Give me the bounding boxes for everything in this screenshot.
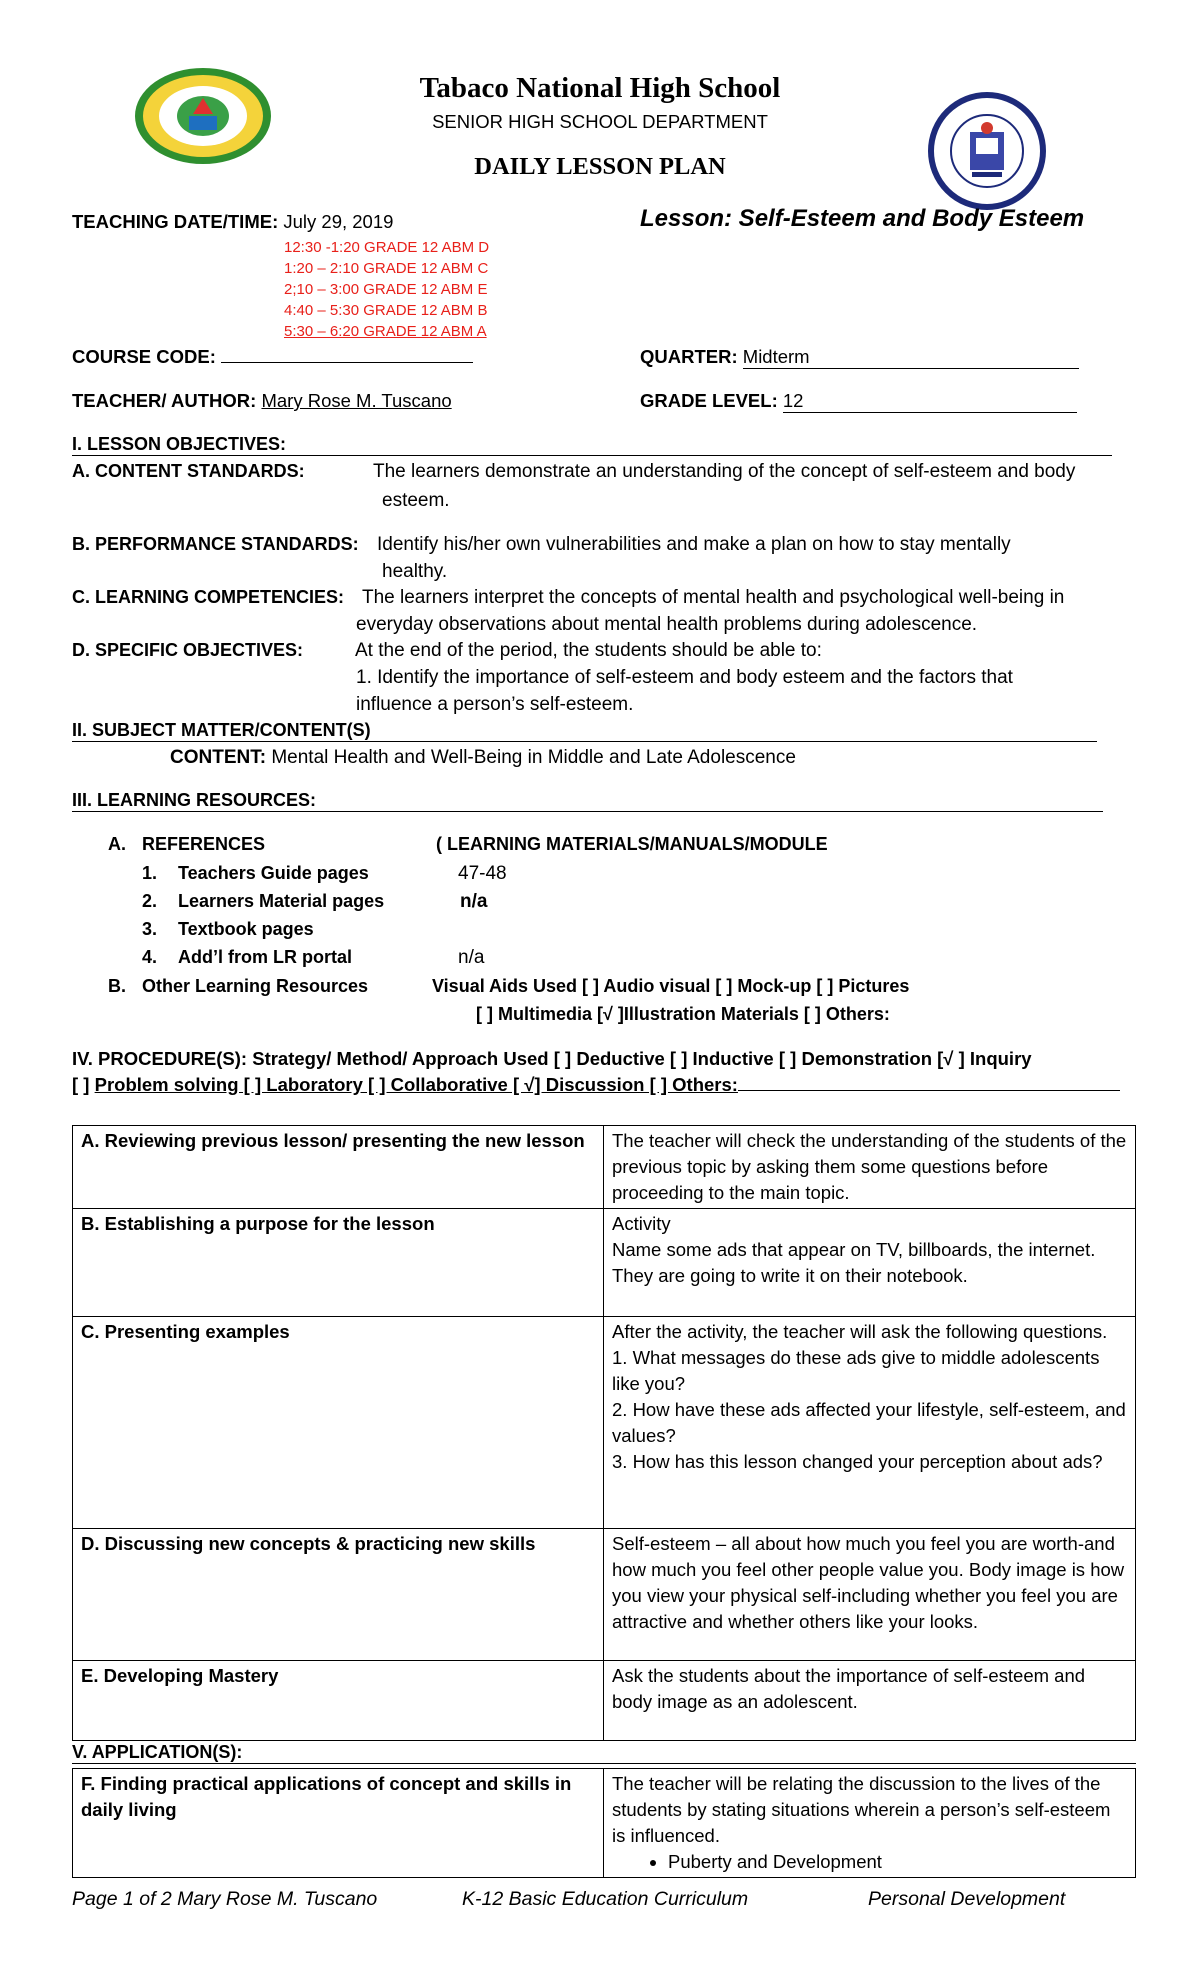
reference-num: 3. (142, 919, 158, 939)
procedure-description (604, 1661, 1136, 1741)
description-line: Name some ads that appear on TV, billboards, the internet. They are going to write it on their notebook. (612, 1239, 1096, 1286)
reference-item (142, 947, 352, 968)
teaching-date-value: July 29, 2019 (283, 211, 394, 232)
schedule-item: 12:30 -1:20 GRADE 12 ABM D (284, 239, 490, 256)
content-standards-label: A. CONTENT STANDARDS: (72, 461, 305, 481)
footer-curriculum: K-12 Basic Education Curriculum (462, 1888, 749, 1910)
schedule-item: 4:40 – 5:30 GRADE 12 ABM B (284, 302, 488, 319)
reference-value: n/a (460, 891, 488, 912)
procedure-description (604, 1209, 1136, 1317)
bullet-item: • Puberty and Development (668, 1849, 1127, 1875)
resources-heading: III. LEARNING RESOURCES: (72, 790, 317, 810)
reference-value: n/a (458, 947, 485, 968)
table-row (73, 1529, 1136, 1661)
quarter (640, 346, 1079, 369)
reference-num: 1. (142, 863, 158, 883)
quarter-label: QUARTER: (640, 346, 738, 367)
reference-label: Learners Material pages (178, 891, 385, 911)
content-standards-line2: esteem. (382, 490, 450, 511)
description-line: 1. What messages do these ads give to middle adolescents like you? (612, 1347, 1100, 1394)
application-step: F. Finding practical applications of concept and skills in daily living (73, 1769, 604, 1878)
deped-seal (928, 92, 1046, 210)
specific-objectives-line1: At the end of the period, the students should be able to: (355, 640, 822, 661)
grade-value: 12 (782, 390, 804, 411)
teaching-date (72, 211, 393, 233)
resources-heading-row (72, 790, 1103, 812)
subject-content-value: Mental Health and Well-Being in Middle and Late Adolescence (271, 747, 796, 768)
reference-item (142, 919, 314, 940)
procedure-step: D. Discussing new concepts & practicing new skills (73, 1529, 604, 1661)
procedure-step: E. Developing Mastery (73, 1661, 604, 1741)
procedure-description (604, 1317, 1136, 1529)
performance-standards-line1: Identify his/her own vulnerabilities and make a plan on how to stay mentally (377, 534, 1011, 555)
application-heading-row (72, 1742, 1136, 1764)
course-code-label: COURSE CODE: (72, 346, 216, 367)
objectives-heading-row (72, 434, 1112, 456)
teacher (72, 390, 452, 412)
subject-content-label: CONTENT: (170, 747, 267, 768)
reference-num: 2. (142, 891, 158, 911)
learning-competencies-label: C. LEARNING COMPETENCIES: (72, 587, 345, 607)
grade-level (640, 390, 1077, 413)
table-row (73, 1769, 1136, 1878)
performance-standards-label: B. PERFORMANCE STANDARDS: (72, 534, 359, 554)
schedule-item: 2;10 – 3:00 GRADE 12 ABM E (284, 281, 488, 298)
procedure-table (72, 1125, 1136, 1741)
application-bullets (612, 1849, 1127, 1875)
quarter-field (743, 346, 1079, 369)
footer-page: Page 1 of 2 Mary Rose M. Tuscano (72, 1888, 378, 1910)
reference-label: Textbook pages (178, 919, 314, 939)
description-line: Self-esteem – all about how much you feel you are worth-and how much you feel other people value you. Body image is how you view your physical self-including whether you feel you are attractive and whether others like your looks. (612, 1533, 1125, 1632)
reference-label: Teachers Guide pages (178, 863, 369, 883)
procedure-description (604, 1126, 1136, 1209)
procedure-line1: IV. PROCEDURE(S): Strategy/ Method/ Approach Used [ ] Deductive [ ] Inductive [ ] Demonstration [√ ] Inquiry (72, 1048, 1032, 1069)
grade-label: GRADE LEVEL: (640, 390, 778, 411)
schedule-item: 5:30 – 6:20 GRADE 12 ABM A (284, 323, 487, 340)
specific-objectives-line2: 1. Identify the importance of self-esteem and body esteem and the factors that (356, 667, 1013, 688)
reference-item (142, 863, 369, 884)
footer-subject: Personal Development (868, 1888, 1066, 1910)
description-line: 3. How has this lesson changed your perception about ads? (612, 1451, 1103, 1472)
quarter-value: Midterm (742, 346, 810, 367)
application-heading: V. APPLICATION(S): (72, 1742, 243, 1762)
table-row (73, 1126, 1136, 1209)
procedure-line2-blank (738, 1090, 1120, 1091)
application-description (604, 1769, 1136, 1878)
procedure-step: B. Establishing a purpose for the lesson (73, 1209, 604, 1317)
references-materials: ( LEARNING MATERIALS/MANUALS/MODULE (436, 834, 828, 854)
description-line: Activity (612, 1213, 671, 1234)
description-line: The teacher will be relating the discussion to the lives of the students by stating situations wherein a person’s self-esteem is influenced. (612, 1773, 1111, 1846)
other-resources-label: Other Learning Resources (142, 976, 369, 996)
table-row (73, 1209, 1136, 1317)
other-resources-letter: B. (108, 976, 126, 996)
application-table (72, 1768, 1136, 1878)
table-row (73, 1661, 1136, 1741)
description-line: After the activity, the teacher will ask the following questions. (612, 1321, 1108, 1342)
table-row (73, 1317, 1136, 1529)
teacher-label: TEACHER/ AUTHOR: (72, 390, 257, 411)
procedure-step: A. Reviewing previous lesson/ presenting the new lesson (73, 1126, 604, 1209)
reference-item (142, 891, 384, 912)
document-title: DAILY LESSON PLAN (474, 153, 726, 180)
learning-competencies-line2: everyday observations about mental health problems during adolescence. (356, 614, 978, 635)
reference-num: 4. (142, 947, 158, 967)
school-name: Tabaco National High School (419, 72, 781, 104)
teacher-value: Mary Rose M. Tuscano (261, 390, 452, 411)
objectives-heading: I. LESSON OBJECTIVES: (72, 434, 287, 454)
subject-heading-row (72, 720, 1097, 742)
department-name: SENIOR HIGH SCHOOL DEPARTMENT (432, 111, 768, 132)
reference-label: Add’l from LR portal (178, 947, 352, 967)
description-line: The teacher will check the understanding of the students of the previous topic by asking them some questions before proceeding to the main topic. (612, 1130, 1127, 1203)
description-line: 2. How have these ads affected your lifestyle, self-esteem, and values? (612, 1399, 1126, 1446)
lesson-title: Lesson: Self-Esteem and Body Esteem (640, 205, 1085, 232)
subject-heading: II. SUBJECT MATTER/CONTENT(S) (72, 720, 371, 740)
course-code (72, 346, 473, 368)
procedure-step: C. Presenting examples (73, 1317, 604, 1529)
other-resources-line2: [ ] Multimedia [√ ]Illustration Materials [ ] Others: (476, 1004, 890, 1024)
learning-competencies-line1: The learners interpret the concepts of mental health and psychological well-being in (362, 587, 1065, 608)
procedure-description (604, 1529, 1136, 1661)
procedure-line2-methods: Problem solving [ ] Laboratory [ ] Collaborative [ √] Discussion [ ] Others: (94, 1074, 738, 1095)
specific-objectives-label: D. SPECIFIC OBJECTIVES: (72, 640, 304, 660)
content-standards-line1: The learners demonstrate an understanding of the concept of self-esteem and body (373, 461, 1076, 482)
description-line: Ask the students about the importance of self-esteem and body image as an adolescent. (612, 1665, 1086, 1712)
reference-value: 47-48 (458, 863, 507, 884)
teaching-date-label: TEACHING DATE/TIME: (72, 211, 279, 232)
grade-field (783, 390, 1077, 413)
references-letter: A. (108, 834, 126, 854)
schedule-list (284, 237, 489, 342)
schedule-item: 1:20 – 2:10 GRADE 12 ABM C (284, 260, 489, 277)
procedure-line2-prefix: [ ] (72, 1074, 95, 1095)
references-label: REFERENCES (142, 834, 266, 854)
other-resources-line1: Visual Aids Used [ ] Audio visual [ ] Mock-up [ ] Pictures (432, 976, 910, 996)
specific-objectives-line3: influence a person’s self-esteem. (356, 694, 634, 715)
course-code-blank (221, 348, 473, 363)
procedure-line2 (72, 1074, 1128, 1096)
subject-content (170, 747, 796, 769)
performance-standards-line2: healthy. (382, 561, 448, 582)
